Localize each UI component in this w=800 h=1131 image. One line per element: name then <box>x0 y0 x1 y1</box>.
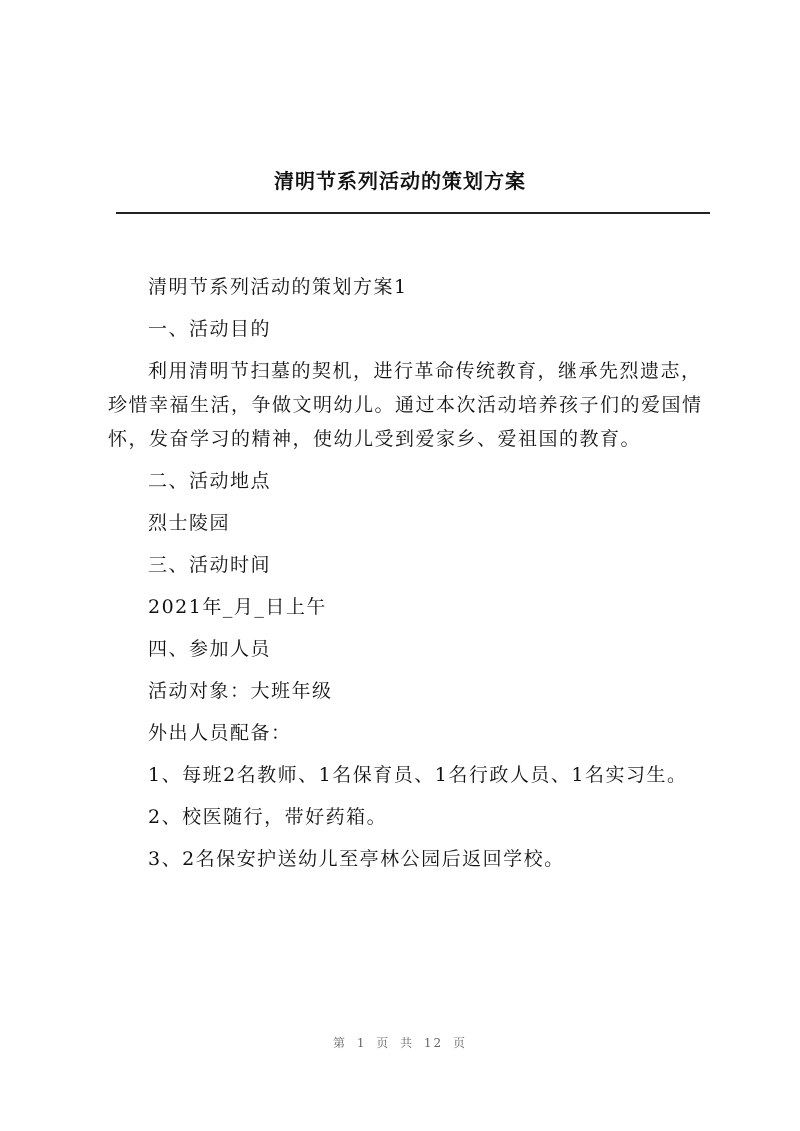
document-title: 清明节系列活动的策划方案 <box>274 169 526 193</box>
section-heading-location: 二、活动地点 <box>148 470 272 492</box>
section-heading: 清明节系列活动的策划方案1 <box>148 276 408 298</box>
purpose-paragraph: 利用清明节扫墓的契机，进行革命传统教育，继承先烈遗志，珍惜幸福生活，争做文明幼儿。通过本次活动培养孩子们的爱国情怀，发奋学习的精神，使幼儿受到爱家乡、爱祖国的教育。 <box>108 360 703 450</box>
page-number-footer: 第 1 页 共 12 页 <box>333 1036 467 1050</box>
staff-item-2: 2、校医随行，带好药箱。 <box>148 806 388 828</box>
participants-target: 活动对象：大班年级 <box>148 680 333 702</box>
staff-item-1: 1、每班2名教师、1名保育员、1名行政人员、1名实习生。 <box>148 764 688 786</box>
section-heading-purpose: 一、活动目的 <box>148 318 272 340</box>
title-divider <box>116 212 710 214</box>
staff-heading: 外出人员配备： <box>148 722 292 744</box>
time-text: 2021年_月_日上午 <box>148 596 327 618</box>
section-heading-time: 三、活动时间 <box>148 554 272 576</box>
staff-item-3: 3、2名保安护送幼儿至亭林公园后返回学校。 <box>148 848 565 870</box>
document-body <box>108 270 703 884</box>
location-text: 烈士陵园 <box>148 512 231 534</box>
section-heading-participants: 四、参加人员 <box>148 638 272 660</box>
